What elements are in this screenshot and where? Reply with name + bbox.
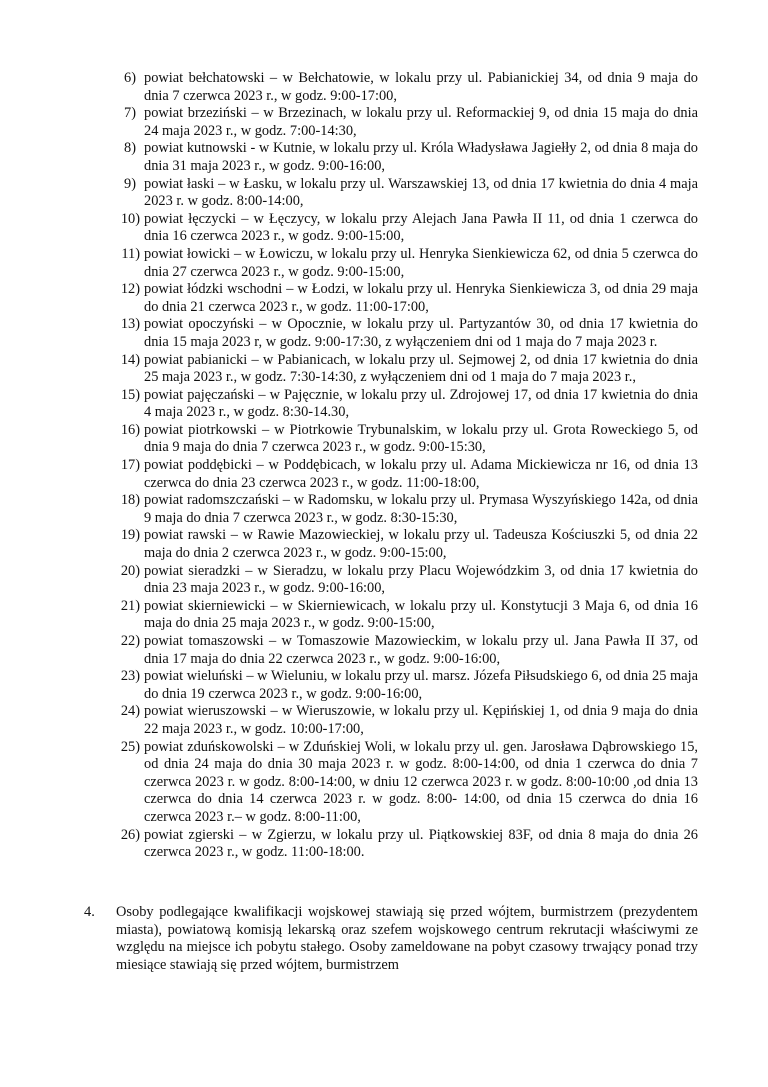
item-number: 13) xyxy=(120,316,140,333)
item-number: 6) xyxy=(124,70,136,86)
item-number: 20) xyxy=(120,562,140,579)
item-text: powiat brzeziński – w Brzezinach, w lokalu przy ul. Reformackiej 9, od dnia 15 maja do dnia 24 maja 2023 r., w godz. 7:00-14:30, xyxy=(144,105,698,139)
powiat-list xyxy=(98,70,698,862)
item-text: powiat pabianicki – w Pabianicach, w lokalu przy ul. Sejmowej 2, od dnia 17 kwietnia do dnia 25 maja 2023 r., w godz. 7:30-14:30, z wyłączeniem dni od 1 maja do 7 maja 2023 r., xyxy=(144,351,698,386)
item-number: 10) xyxy=(120,210,140,227)
item-text: powiat tomaszowski – w Tomaszowie Mazowieckim, w lokalu przy ul. Jana Pawła II 37, od dnia 17 maja do dnia 22 czerwca 2023 r., w godz. 9:00-16:00, xyxy=(144,633,698,667)
item-text: powiat wieluński – w Wieluniu, w lokalu przy ul. marsz. Józefa Piłsudskiego 6, od dnia 25 maja do dnia 19 czerwca 2023 r., w godz. 9:00-16:00, xyxy=(144,668,698,702)
list-item xyxy=(98,492,698,527)
list-item xyxy=(98,387,698,422)
list-item xyxy=(98,739,698,827)
item-number: 12) xyxy=(120,281,140,298)
list-item xyxy=(98,70,698,105)
list-item xyxy=(98,563,698,598)
item-number: 23) xyxy=(120,668,140,685)
list-item xyxy=(98,211,698,246)
list-item xyxy=(98,105,698,140)
item-text: powiat kutnowski - w Kutnie, w lokalu przy ul. Króla Władysława Jagiełły 2, od dnia 8 maja do dnia 31 maja 2023 r., w godz. 9:00-16:00, xyxy=(144,140,698,174)
item-text: powiat łęczycki – w Łęczycy, w lokalu przy Alejach Jana Pawła II 11, od dnia 1 czerwca do dnia 16 czerwca 2023 r., w godz. 9:00-15:00, xyxy=(144,210,698,245)
item-number: 25) xyxy=(120,738,140,755)
item-text: powiat zgierski – w Zgierzu, w lokalu przy ul. Piątkowskiej 83F, od dnia 8 maja do dnia 26 czerwca 2023 r., w godz. 11:00-18:00. xyxy=(144,826,698,861)
item-text: powiat piotrkowski – w Piotrkowie Trybunalskim, w lokalu przy ul. Grota Roweckiego 5, od dnia 9 maja do dnia 7 czerwca 2023 r., w godz. 9:00-15:30, xyxy=(144,421,698,456)
section-4 xyxy=(84,904,698,974)
list-item xyxy=(98,527,698,562)
item-text: powiat łaski – w Łasku, w lokalu przy ul. Warszawskiej 13, od dnia 17 kwietnia do dnia 4 maja 2023 r. w godz. 8:00-14:00, xyxy=(144,175,698,210)
item-number: 15) xyxy=(120,386,140,403)
item-number: 18) xyxy=(120,492,140,509)
item-text: powiat rawski – w Rawie Mazowieckiej, w lokalu przy ul. Tadeusza Kościuszki 5, od dnia 22 maja do dnia 2 czerwca 2023 r., w godz. 9:00-15:00, xyxy=(144,527,698,562)
item-text: powiat opoczyński – w Opocznie, w lokalu przy ul. Partyzantów 30, od dnia 17 kwietnia do dnia 15 maja 2023 r, w godz. 9:00-17:30, z wyłączeniem dni od 1 maja do 7 maja 2023 r. xyxy=(144,316,698,350)
item-number: 16) xyxy=(120,421,140,438)
item-number: 26) xyxy=(120,826,140,843)
item-text: powiat pajęczański – w Pajęcznie, w lokalu przy ul. Zdrojowej 17, od dnia 17 kwietnia do dnia 4 maja 2023 r., w godz. 8:30-14.30, xyxy=(144,386,698,421)
item-number: 14) xyxy=(120,351,140,368)
item-text: powiat zduńskowolski – w Zduńskiej Woli, w lokalu przy ul. gen. Jarosława Dąbrowskiego 15, od dnia 24 maja do dnia 30 maja 2023 r. w godz. 8:00-14:00, od dnia 1 czerwca do dnia 7 czerwca 2023 r. w godz. 8:00-14:00, w dniu 12 czerwca 2023 r. w godz. 8:00-10:00 ,od dnia 13 czerwca do dnia 14 czerwca 2023 r. w godz. 8:00- 14:00, od dnia 15 czerwca do dnia 16 czerwca 2023 r.– w godz. 8:00-11:00, xyxy=(144,738,698,825)
item-number: 22) xyxy=(120,633,140,649)
list-item xyxy=(98,827,698,862)
item-text: powiat wieruszowski – w Wieruszowie, w lokalu przy ul. Kępińskiej 1, od dnia 9 maja do dnia 22 maja 2023 r., w godz. 10:00-17:00, xyxy=(144,703,698,737)
item-number: 11) xyxy=(121,245,140,262)
list-item xyxy=(98,703,698,738)
item-text: powiat łódzki wschodni – w Łodzi, w lokalu przy ul. Henryka Sienkiewicza 3, od dnia 29 maja do dnia 21 czerwca 2023 r., w godz. 11:00-17:00, xyxy=(144,281,698,315)
item-number: 8) xyxy=(124,140,136,157)
section-text: Osoby podlegające kwalifikacji wojskowej stawiają się przed wójtem, burmistrzem (prezydentem miasta), powiatową komisją lekarską oraz szefem wojskowego centrum rekrutacji właściwymi ze względu na miejsce ich pobytu stałego. Osoby zameldowane na pobyt czasowy trwający ponad trzy miesiące stawiają się przed wójtem, burmistrzem xyxy=(116,904,698,973)
item-text: powiat radomszczański – w Radomsku, w lokalu przy ul. Prymasa Wyszyńskiego 142a, od dnia 9 maja do dnia 7 czerwca 2023 r., w godz. 8:30-15:30, xyxy=(144,492,698,526)
list-item xyxy=(98,422,698,457)
list-item xyxy=(98,352,698,387)
item-number: 9) xyxy=(124,175,136,192)
list-item xyxy=(98,281,698,316)
item-number: 17) xyxy=(120,457,140,474)
item-number: 19) xyxy=(120,527,140,544)
list-item xyxy=(98,668,698,703)
item-text: powiat bełchatowski – w Bełchatowie, w lokalu przy ul. Pabianickiej 34, od dnia 9 maja do dnia 7 czerwca 2023 r., w godz. 9:00-17:00, xyxy=(144,70,698,104)
item-number: 21) xyxy=(120,597,140,614)
list-item xyxy=(98,176,698,211)
item-number: 24) xyxy=(120,703,140,720)
list-item xyxy=(98,598,698,633)
item-number: 7) xyxy=(124,105,136,122)
item-text: powiat sieradzki – w Sieradzu, w lokalu przy Placu Wojewódzkim 3, od dnia 17 kwietnia do dnia 23 maja 2023 r., w godz. 9:00-16:00, xyxy=(144,562,698,597)
list-item xyxy=(98,316,698,351)
item-text: powiat skierniewicki – w Skierniewicach, w lokalu przy ul. Konstytucji 3 Maja 6, od dnia 16 maja do dnia 25 maja 2023 r., w godz. 9:00-15:00, xyxy=(144,597,698,632)
list-item xyxy=(98,140,698,175)
item-text: powiat poddębicki – w Poddębicach, w lokalu przy ul. Adama Mickiewicza nr 16, od dnia 13 czerwca do dnia 23 czerwca 2023 r., w godz. 11:00-18:00, xyxy=(144,457,698,491)
list-item xyxy=(98,633,698,668)
list-item xyxy=(98,457,698,492)
item-text: powiat łowicki – w Łowiczu, w lokalu przy ul. Henryka Sienkiewicza 62, od dnia 5 czerwca do dnia 27 czerwca 2023 r., w godz. 9:00-15:00, xyxy=(144,245,698,280)
list-item xyxy=(98,246,698,281)
section-number: 4. xyxy=(84,904,95,920)
